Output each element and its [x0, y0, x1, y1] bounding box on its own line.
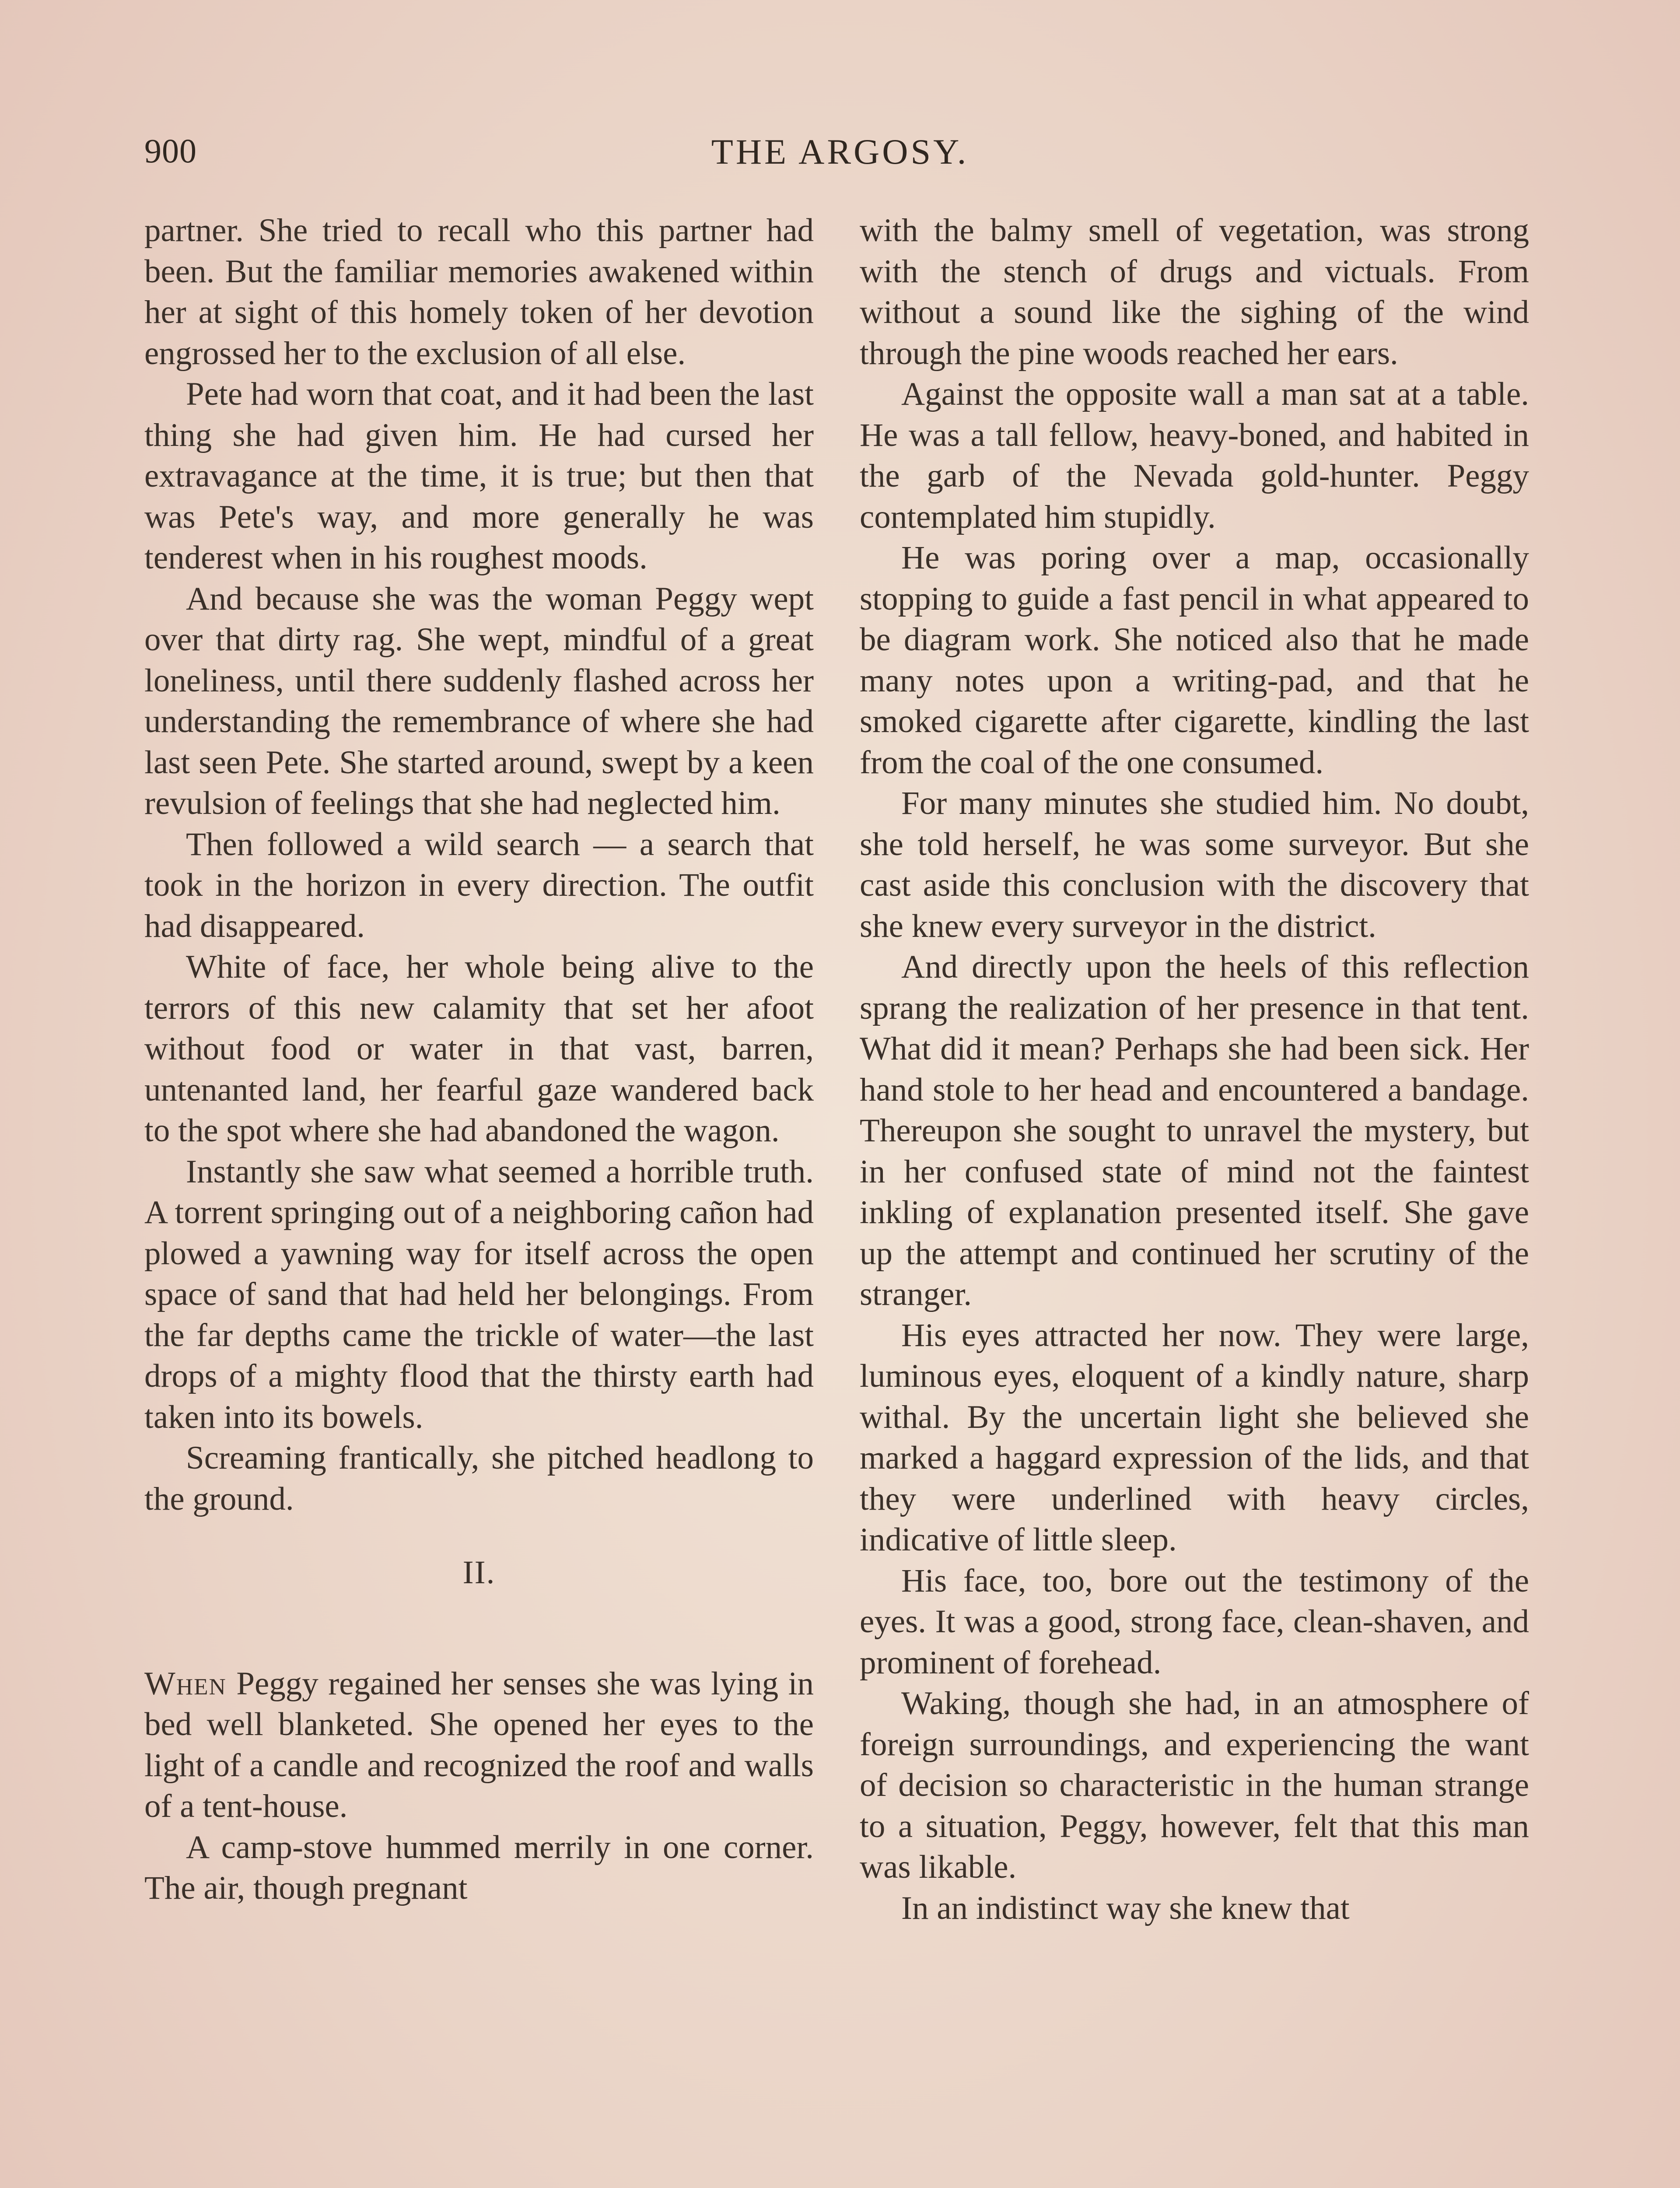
running-title: THE ARGOSY. [711, 132, 969, 172]
paragraph: Pete had worn that coat, and it had been the last thing she had given him. He had cursed her extravagance at the time, it is true; but then that was Pete's way, and more generally he was tenderest when in his roughest moods. [144, 376, 814, 576]
paragraph: Instantly she saw what seemed a horrible truth. A torrent springing out of a neighboring cañon had plowed a yawning way for itself across the open space of sand that had held her belongings. From the far depths came the trickle of water—the last drops of a mighty flood that the thirsty earth had taken into its bowels. [144, 1153, 814, 1435]
paragraph: In an indistinct way she knew that [901, 1890, 1350, 1926]
right-column [860, 210, 1529, 1929]
paragraph: White of face, her whole being alive to the terrors of this new calamity that set her afoot without food or water in that vast, barren, untenanted land, her fearful gaze wandered back to the spot where she had abandoned the wagon. [144, 949, 814, 1149]
paragraph: For many minutes she studied him. No doubt, she told herself, he was some surveyor. But she cast aside this conclusion with the discovery that she knew every surveyor in the district. [860, 785, 1529, 944]
paragraph: partner. She tried to recall who this partner had been. But the familiar memories awakened within her at sight of this homely token of her devotion engrossed her to the exclusion of all else. [144, 212, 814, 372]
paragraph: A camp-stove hummed merrily in one corner. The air, though pregnant [144, 1829, 814, 1906]
paragraph: And directly upon the heels of this reflection sprang the realization of her presence in that tent. What did it mean? Perhaps she had been sick. Her hand stole to her head and encountered a bandage. Thereupon she sought to unravel the mystery, but in her confused state of mind not the faintest inkling of explanation presented itself. She gave up the attempt and continued her scrutiny of the stranger. [860, 949, 1529, 1312]
left-column [144, 210, 814, 1909]
paragraph: He was poring over a map, occasionally stopping to guide a fast pencil in what appeared to be diagram work. She noticed also that he made many notes upon a writing-pad, and that he smoked cigarette after cigarette, kindling the last from the coal of the one consumed. [860, 540, 1529, 781]
page-header [144, 131, 1536, 179]
paragraph: Screaming frantically, she pitched headlong to the ground. [144, 1440, 814, 1517]
page-number: 900 [144, 132, 197, 170]
paragraph: Waking, though she had, in an atmosphere of foreign surroundings, and experiencing the want of decision so characteristic in the human strange to a situation, Peggy, however, felt that this man was likable. [860, 1685, 1529, 1885]
section-heading: II. [462, 1554, 496, 1591]
paragraph: Then followed a wild search — a search that took in the horizon in every direction. The outfit had disappeared. [144, 826, 814, 944]
section-lead-word: When [144, 1665, 227, 1702]
paragraph: And because she was the woman Peggy wept over that dirty rag. She wept, mindful of a great loneliness, until there suddenly flashed across her understanding the remembrance of where she had last seen Pete. She started around, swept by a keen revulsion of feelings that she had neglected him. [144, 580, 814, 821]
paragraph: Against the opposite wall a man sat at a table. He was a tall fellow, heavy-boned, and habited in the garb of the Nevada gold-hunter. Peggy contemplated him stupidly. [860, 376, 1529, 535]
paragraph: with the balmy smell of vegetation, was strong with the stench of drugs and victuals. From without a sound like the sighing of the wind through the pine woods reached her ears. [860, 212, 1529, 372]
section-first-paragraph-text: Peggy regained her senses she was lying in bed well blanketed. She opened her eyes to the light of a candle and recognized the roof and walls of a tent-house. [144, 1665, 814, 1824]
paragraph: His eyes attracted her now. They were large, luminous eyes, eloquent of a kindly nature, sharp withal. By the uncertain light she believed she marked a haggard expression of the lids, and that they were underlined with heavy circles, indicative of little sleep. [860, 1317, 1529, 1558]
paragraph: His face, too, bore out the testimony of the eyes. It was a good, strong face, clean-shaven, and prominent of forehead. [860, 1562, 1529, 1681]
section-first-paragraph [144, 1663, 814, 1827]
